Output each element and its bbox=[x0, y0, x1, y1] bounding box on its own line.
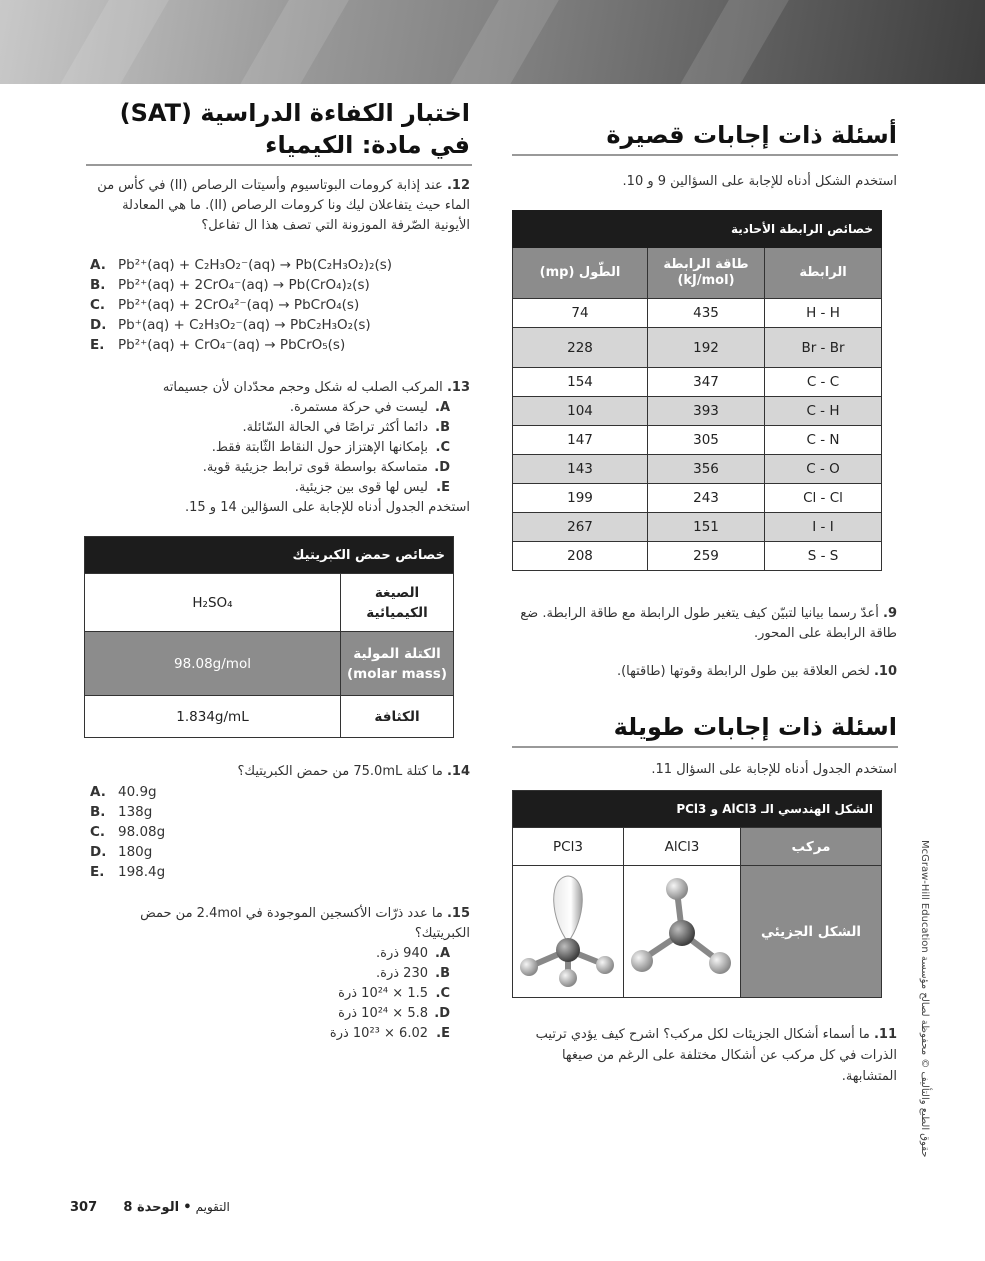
q15-option: D.5.8 × 10²⁴ ذرة bbox=[338, 1006, 450, 1021]
bond-table-title: خصائص الرابطة الأحادية bbox=[513, 211, 882, 248]
bond-cell: Cl - Cl bbox=[765, 484, 882, 513]
sat-title-line1: اختبار الكفاءة الدراسية (SAT) bbox=[119, 99, 470, 127]
density-value: 1.834g/mL bbox=[85, 696, 341, 738]
bond-cell: I - I bbox=[765, 513, 882, 542]
bond-row bbox=[513, 513, 882, 542]
compound-alcl3: AlCl3 bbox=[624, 828, 741, 866]
length-cell: 147 bbox=[513, 426, 648, 455]
formula-value: H₂SO₄ bbox=[85, 574, 341, 632]
bond-cell: C - O bbox=[765, 455, 882, 484]
intro-14-15: استخدم الجدول أدناه للإجابة على السؤالين 14 و 15. bbox=[184, 500, 470, 515]
energy-cell: 243 bbox=[648, 484, 765, 513]
compound-label: مركب bbox=[741, 828, 882, 866]
question-14: 14. ما كتلة 75.0mL من حمض الكبريتيك؟ bbox=[237, 764, 470, 779]
q15-option: A.940 ذرة. bbox=[376, 946, 450, 961]
header-bond: الرابطة bbox=[765, 248, 882, 299]
bond-cell: C - C bbox=[765, 368, 882, 397]
bond-row bbox=[513, 484, 882, 513]
energy-cell: 305 bbox=[648, 426, 765, 455]
long-answer-title: اسئلة ذات إجابات طويلة bbox=[613, 713, 897, 741]
trigonal-planar-molecule-icon bbox=[627, 875, 737, 985]
bond-cell: Br - Br bbox=[765, 328, 882, 368]
compound-pcl3: PCl3 bbox=[513, 828, 624, 866]
page-footer bbox=[70, 1200, 230, 1215]
q12-option: E. Pb²⁺(aq) + CrO₄⁻(aq) → PbCrO₅(s) bbox=[90, 337, 346, 353]
long-title-rule bbox=[512, 746, 898, 748]
q12-option: D. Pb⁺(aq) + C₂H₃O₂⁻(aq) → PbC₂H₃O₂(s) bbox=[90, 317, 371, 333]
q12-option: C. Pb²⁺(aq) + 2CrO₄²⁻(aq) → PbCrO₄(s) bbox=[90, 297, 360, 313]
question-13: 13. المركب الصلب له شكل وحجم محدّدان لأن جسيماته bbox=[162, 380, 470, 395]
short-intro: استخدم الشكل أدناه للإجابة على السؤالين 9 و 10. bbox=[622, 174, 897, 189]
bond-row bbox=[513, 328, 882, 368]
header-length: الطّول (mp) bbox=[513, 248, 648, 299]
shape-table bbox=[512, 790, 882, 998]
acid-table bbox=[84, 536, 454, 738]
length-cell: 154 bbox=[513, 368, 648, 397]
q13-option: C.بإمكانها الإهتزاز حول النقاط الثّابتة فقط. bbox=[211, 440, 450, 455]
q13-option: A.ليست في حركة مستمرة. bbox=[289, 400, 450, 415]
sat-title-line2: في مادة: الكيمياء bbox=[265, 131, 470, 159]
bond-cell: C - H bbox=[765, 397, 882, 426]
page-number: 307 bbox=[70, 1200, 98, 1215]
short-answer-title: أسئلة ذات إجابات قصيرة bbox=[606, 121, 897, 149]
question-12: 12. عند إذابة كرومات البوتاسيوم وأسيتات الرصاص (II) في كأس من الماء حيث يتفاعلان ليك ونا كرومات الرصاص (II). ما هي المعادلة الأيونية الصّرفة الموزونة التي تصف هذا ال تفاعل؟ bbox=[97, 178, 470, 233]
energy-cell: 393 bbox=[648, 397, 765, 426]
q14-option: D. 180g bbox=[90, 844, 153, 860]
bond-row bbox=[513, 397, 882, 426]
q15-option: C.1.5 × 10²⁴ ذرة bbox=[338, 986, 450, 1001]
density-label: الكثافة bbox=[341, 696, 454, 738]
question-9: 9. أعدّ رسما بيانيا لتبيّن كيف يتغير طول الرابطة مع طاقة الرابطة. ضع طاقة الرابطة على المحور. bbox=[520, 606, 897, 641]
length-cell: 143 bbox=[513, 455, 648, 484]
alcl3-model bbox=[624, 866, 741, 998]
q12-option: A. Pb²⁺(aq) + C₂H₃O₂⁻(aq) → Pb(C₂H₃O₂)₂(s) bbox=[90, 257, 393, 273]
q15-option: E.6.02 × 10²³ ذرة bbox=[329, 1026, 450, 1041]
q14-option: A. 40.9g bbox=[90, 784, 157, 800]
bond-row bbox=[513, 299, 882, 328]
sat-title-rule bbox=[86, 164, 472, 166]
bond-row bbox=[513, 542, 882, 571]
energy-cell: 435 bbox=[648, 299, 765, 328]
q12-option: B. Pb²⁺(aq) + 2CrO₄⁻(aq) → Pb(CrO₄)₂(s) bbox=[90, 277, 370, 293]
bond-table bbox=[512, 210, 882, 571]
section-name: التقويم bbox=[195, 1200, 230, 1214]
bond-row bbox=[513, 426, 882, 455]
q14-option: C. 98.08g bbox=[90, 824, 166, 840]
top-banner bbox=[0, 0, 985, 84]
q14-option: B. 138g bbox=[90, 804, 153, 820]
q13-option: E.ليس لها قوى بين جزيئية. bbox=[294, 480, 450, 495]
energy-cell: 151 bbox=[648, 513, 765, 542]
length-cell: 228 bbox=[513, 328, 648, 368]
molar-mass-label: الكتلة المولية (molar mass) bbox=[341, 632, 454, 696]
energy-cell: 356 bbox=[648, 455, 765, 484]
acid-table-title: خصائص حمض الكبريتيك bbox=[85, 537, 454, 574]
bond-cell: S - S bbox=[765, 542, 882, 571]
q13-option: D.متماسكة بواسطة قوى ترابط جزيئية قوية. bbox=[202, 460, 450, 475]
q13-option: B.دائما أكثر تراصًا في الحالة السّائلة. bbox=[242, 420, 450, 435]
bond-row bbox=[513, 455, 882, 484]
question-15: 15. ما عدد ذرّات الأكسجين الموجودة في 2.4mol من حمض الكبريتيك؟ bbox=[140, 906, 470, 941]
energy-cell: 192 bbox=[648, 328, 765, 368]
pcl3-model bbox=[513, 866, 624, 998]
unit-name: الوحدة 8 bbox=[123, 1200, 180, 1215]
length-cell: 267 bbox=[513, 513, 648, 542]
length-cell: 104 bbox=[513, 397, 648, 426]
bond-cell: H - H bbox=[765, 299, 882, 328]
q14-option: E. 198.4g bbox=[90, 864, 166, 880]
length-cell: 208 bbox=[513, 542, 648, 571]
copyright-side-note: حقوق الطبع والتأليف © محفوظة لصالح مؤسسة McGraw-Hill Education bbox=[919, 840, 930, 1158]
shape-table-title: الشكل الهندسي الـ AlCl3 و PCl3 bbox=[513, 791, 882, 828]
molecular-shape-label: الشكل الجزيئي bbox=[741, 866, 882, 998]
question-11: 11. ما أسماء أشكال الجزيئات لكل مركب؟ اشرح كيف يؤدي ترتيب الذرات في كل مركب عن أشكال مختلفة على الرغم من صيغها المتشابهة. bbox=[535, 1027, 897, 1084]
question-10: 10. لخص العلاقة بين طول الرابطة وقوتها (طاقتها). bbox=[616, 664, 897, 679]
bond-cell: C - N bbox=[765, 426, 882, 455]
length-cell: 199 bbox=[513, 484, 648, 513]
q15-option: B.230 ذرة. bbox=[376, 966, 450, 981]
energy-cell: 347 bbox=[648, 368, 765, 397]
trigonal-pyramidal-molecule-icon bbox=[513, 870, 623, 990]
energy-cell: 259 bbox=[648, 542, 765, 571]
molar-mass-value: 98.08g/mol bbox=[85, 632, 341, 696]
short-title-rule bbox=[512, 154, 898, 156]
long-intro: استخدم الجدول أدناه للإجابة على السؤال 11. bbox=[651, 762, 897, 777]
length-cell: 74 bbox=[513, 299, 648, 328]
bond-row bbox=[513, 368, 882, 397]
formula-label: الصيغة الكيميائية bbox=[341, 574, 454, 632]
header-energy: طاقة الرابطة (kJ/mol) bbox=[648, 248, 765, 299]
footer-bullet: • bbox=[183, 1200, 192, 1215]
